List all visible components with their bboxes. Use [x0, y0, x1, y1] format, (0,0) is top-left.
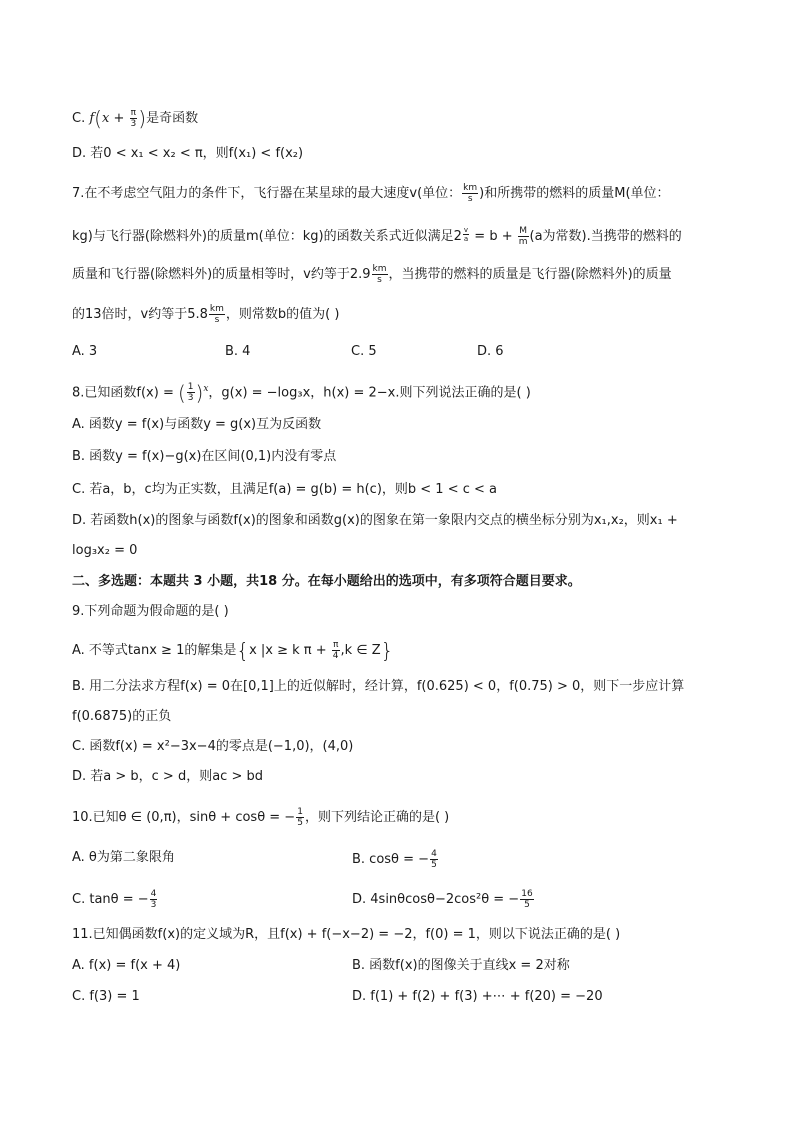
base-fraction [187, 382, 195, 403]
unit-fraction [462, 183, 478, 204]
q6-option-d [72, 145, 303, 163]
option-text: B. cosθ = − [352, 852, 430, 867]
fraction-num: π [130, 108, 137, 118]
fraction-num: 4 [431, 849, 437, 859]
set-text: ,k ∈ Z [340, 643, 381, 658]
q10-options-row1 [72, 849, 732, 873]
question-text: kg)与飞行器(除燃料外)的质量m(单位：kg)的函数关系式近似满足2 [72, 229, 462, 244]
q11-option-d: D. f(1) + f(2) + f(3) +⋯ + f(20) = −20 [352, 989, 603, 1004]
fraction-den: 5 [524, 900, 530, 910]
set-text: x |x ≥ k π + [249, 643, 331, 658]
fraction-num: v [463, 226, 469, 234]
fraction-num: km [463, 183, 478, 193]
q7-stem-line4 [72, 304, 339, 325]
q11-option-a: A. f(x) = f(x + 4) [72, 958, 181, 973]
fraction-num: km [209, 304, 224, 314]
fraction-den: a [463, 235, 469, 243]
question-text: )和所携带的燃料的质量M(单位： [479, 186, 670, 201]
option-b: B. 4 [225, 344, 251, 359]
q8-option-d-line1: D. 若函数h(x)的图象与函数f(x)的图象和函数g(x)的图象在第一象限内交点的横坐标分别为x₁,x₂，则x₁ + [72, 513, 678, 528]
option-c: C. 5 [351, 344, 377, 359]
q8-option-d-line2: log₃x₂ = 0 [72, 543, 138, 558]
fraction-num: km [372, 264, 387, 274]
q9-option-c: C. 函数f(x) = x²−3x−4的零点是(−1,0)，(4,0) [72, 739, 354, 754]
question-text: ，g(x) = −log₃x，h(x) = 2−x.则下列说法正确的是( ) [208, 385, 531, 401]
q11-option-b: B. 函数f(x)的图像关于直线x = 2对称 [352, 958, 570, 973]
option-text: 若0 < x₁ < x₂ < π，则f(x₁) < f(x₂) [90, 146, 304, 161]
fraction-num: M [519, 226, 527, 236]
fraction [430, 849, 438, 870]
question-text: ，当携带的燃料的质量是飞行器(除燃料外)的质量 [388, 267, 672, 282]
q8-option-b: B. 函数y = f(x)−g(x)在区间(0,1)内没有零点 [72, 449, 337, 464]
q8-option-c: C. 若a，b，c均为正实数，且满足f(a) = g(b) = h(c)，则b < 1 < c < a [72, 482, 497, 497]
q10-option-b [352, 849, 439, 870]
option-text: 是奇函数 [146, 111, 199, 126]
option-text: D. 4sinθcosθ−2cos²θ = − [352, 892, 520, 907]
question-text: 8.已知函数f(x) = [72, 385, 178, 401]
brace-left: { [236, 638, 250, 663]
fraction-num: 1 [187, 382, 194, 393]
paren-right: ) [138, 106, 147, 131]
section-title: 二、多选题：本题共 3 小题，共18 分。在每小题给出的选项中，有多项符合题目要求。 [72, 574, 581, 589]
fraction [296, 807, 304, 828]
q10-option-d [352, 889, 535, 910]
q8-stem [72, 380, 531, 403]
q9-option-a [72, 640, 393, 661]
option-label: D. [72, 146, 87, 161]
math-text: f [89, 111, 95, 126]
q7-stem-line3 [72, 264, 672, 285]
fraction [150, 889, 158, 910]
option-text: C. tanθ = − [72, 892, 149, 907]
fraction [520, 889, 533, 910]
question-text: 10.已知θ ∈ (0,π)，sinθ + cosθ = − [72, 810, 296, 825]
q10-options-row2 [72, 889, 732, 913]
q11-stem: 11.已知偶函数f(x)的定义域为R，且f(x) + f(−x−2) = −2，f(0) = 1，则以下说法正确的是( ) [72, 927, 621, 942]
fraction-num: π [332, 640, 339, 650]
mass-fraction [518, 226, 529, 247]
q9-option-d: D. 若a > b，c > d，则ac > bd [72, 769, 263, 784]
question-text: 7.在不考虑空气阻力的条件下，飞行器在某星球的最大速度v(单位： [72, 186, 462, 201]
brace-right: } [380, 638, 394, 663]
fraction-den: s [377, 275, 382, 285]
option-label: C. [72, 111, 86, 126]
question-text: = b + [470, 229, 517, 244]
fraction-num: 4 [150, 889, 157, 899]
question-text: ，则下列结论正确的是( ) [304, 810, 450, 825]
math-text: + [113, 111, 125, 126]
fraction-den: 3 [150, 900, 157, 910]
fraction-num: 1 [297, 807, 303, 817]
fraction-den: 3 [187, 393, 194, 404]
option-text: A. 不等式tanx ≥ 1的解集是 [72, 643, 237, 658]
question-text: (a为常数).当携带的燃料的 [529, 229, 682, 244]
paren-left: ( [94, 106, 102, 131]
fraction-num: 16 [521, 889, 533, 899]
question-text: 质量和飞行器(除燃料外)的质量相等时，v约等于2.9 [72, 267, 371, 282]
fraction-den: 4 [332, 651, 339, 661]
q6-option-c [72, 108, 198, 129]
q8-option-a: A. 函数y = f(x)与函数y = g(x)互为反函数 [72, 417, 322, 432]
q10-stem [72, 807, 449, 828]
fraction [130, 108, 138, 129]
unit-fraction [209, 304, 225, 325]
q9-option-b-line2: f(0.6875)的正负 [72, 709, 172, 724]
q9-option-b-line1: B. 用二分法求方程f(x) = 0在[0,1]上的近似解时，经计算，f(0.625) < 0，f(0.75) > 0，则下一步应计算 [72, 679, 685, 694]
fraction-den: 5 [297, 818, 303, 828]
q7-stem-line2 [72, 226, 682, 247]
unit-fraction [372, 264, 388, 285]
q7-stem-line1 [72, 183, 670, 204]
q9-stem: 9.下列命题为假命题的是( ) [72, 604, 229, 619]
option-d: D. 6 [477, 344, 504, 359]
paren-right: ) [195, 380, 204, 405]
q10-option-c [72, 889, 158, 910]
q11-option-c: C. f(3) = 1 [72, 989, 140, 1004]
fraction-den: m [518, 237, 528, 247]
option-a: A. 3 [72, 344, 98, 359]
fraction-den: s [467, 194, 473, 204]
paren-left: ( [177, 380, 186, 405]
fraction-den: 5 [431, 860, 437, 870]
math-text: x [101, 111, 110, 126]
fraction [332, 640, 340, 661]
q10-option-a: A. θ为第二象限角 [72, 850, 175, 865]
question-text: ，则常数b的值为( ) [225, 307, 340, 322]
fraction-den: 3 [130, 119, 137, 129]
fraction-den: s [214, 315, 220, 325]
exponent: x [203, 384, 209, 394]
exponent-fraction [463, 226, 469, 243]
question-text: 的13倍时，v约等于5.8 [72, 307, 208, 322]
